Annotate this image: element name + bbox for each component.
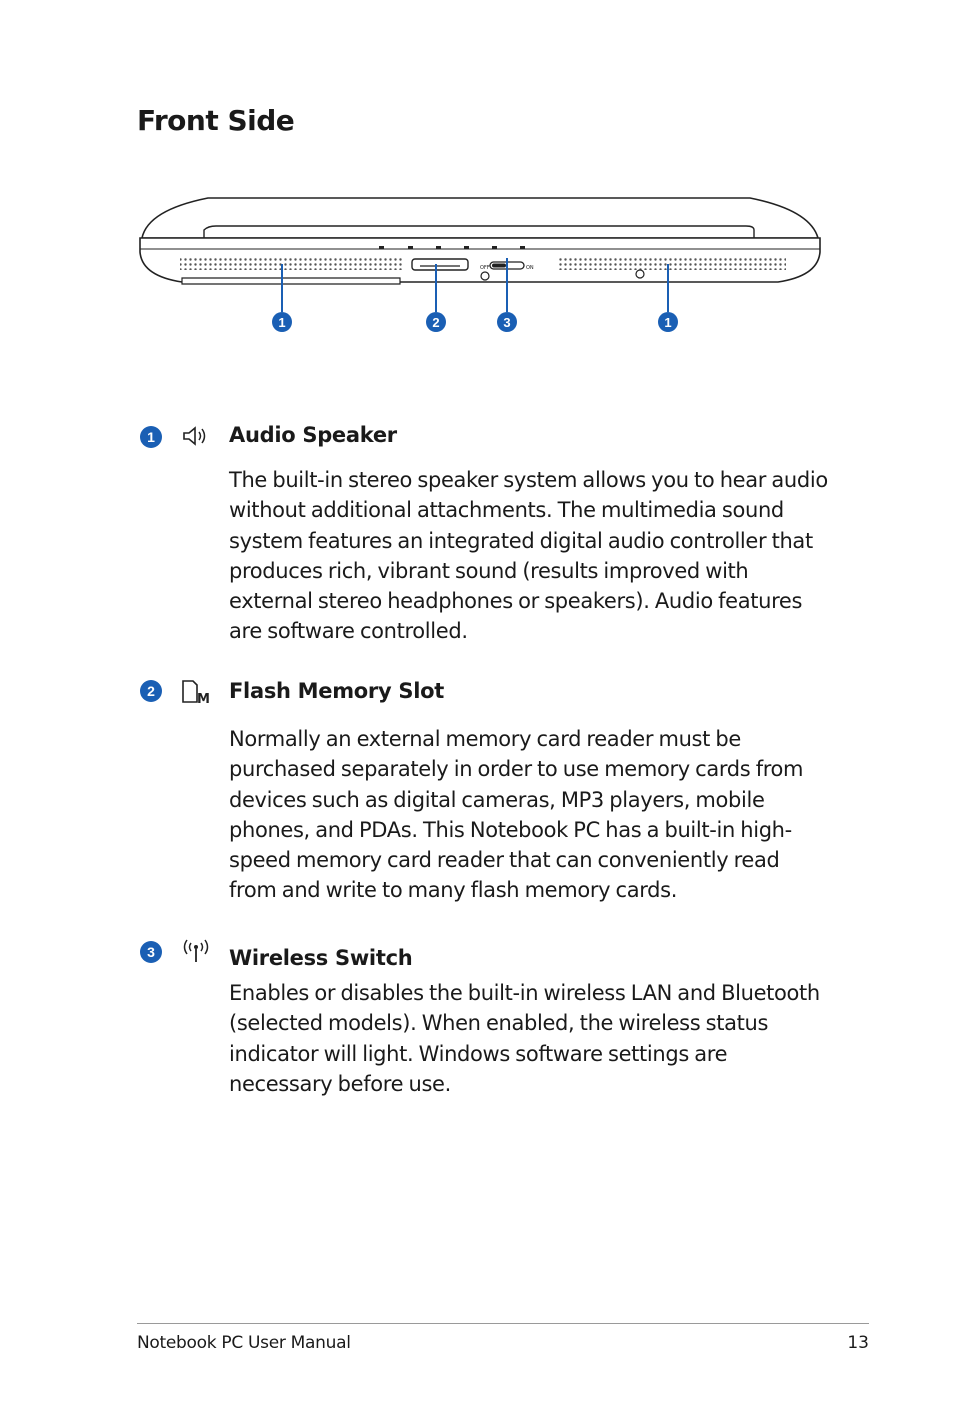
callout-audio-speaker-left: 1 [272, 312, 292, 332]
flash-memory-slot [412, 259, 468, 270]
left-speaker-grill [180, 258, 402, 270]
right-speaker-grill [558, 258, 786, 270]
section-number: 1 [140, 426, 162, 448]
footer-page-number: 13 [847, 1333, 869, 1353]
section-heading: Audio Speaker [229, 423, 397, 447]
section-heading: Flash Memory Slot [229, 679, 444, 703]
callout-audio-speaker-right: 1 [658, 312, 678, 332]
section-body: The built-in stereo speaker system allows you to hear audio without additional attachments. The multimedia sound system features an integrated digital audio controller that produces rich, vibrant sound (results improved with external stereo headphones or speakers). Audio features are software controlled. [229, 468, 828, 644]
section-number: 3 [140, 941, 162, 963]
memory-card-icon [180, 678, 212, 704]
callout-flash-memory-slot: 2 [426, 312, 446, 332]
wireless-icon [180, 938, 212, 964]
switch-on-label: ON [526, 265, 534, 271]
section-body: Normally an external memory card reader must be purchased separately in order to use memory cards from devices such as digital cameras, MP3 players, mobile phones, and PDAs. This Notebook PC has a built-in high-speed memory card reader that can conveniently read from and write to many flash memory cards. [229, 727, 804, 903]
callout-wireless-switch: 3 [497, 312, 517, 332]
footer-divider [137, 1323, 869, 1324]
speaker-icon [180, 423, 212, 449]
laptop-front-diagram [138, 192, 822, 342]
switch-off-label: OFF [480, 265, 490, 271]
section-heading: Wireless Switch [229, 946, 413, 970]
page-title: Front Side [137, 104, 295, 137]
footer-manual-title: Notebook PC User Manual [137, 1333, 351, 1353]
section-body: Enables or disables the built-in wireless LAN and Bluetooth (selected models). When enabled, the wireless status indicator will light. Windows software settings are necessary before use. [229, 981, 820, 1096]
svg-text:M: M [197, 692, 210, 704]
laptop-front-illustration [138, 192, 822, 342]
section-number: 2 [140, 680, 162, 702]
